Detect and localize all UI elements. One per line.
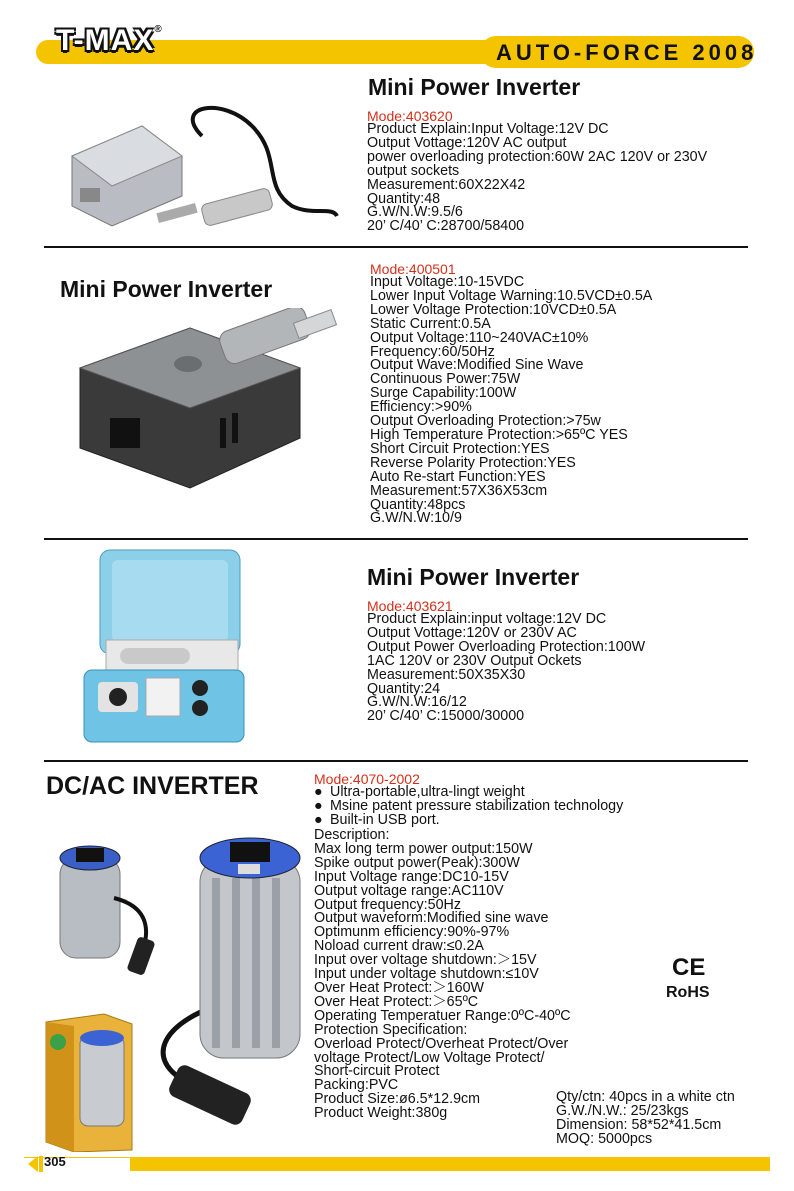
product-image-403621 <box>80 548 248 748</box>
product-title: Mini Power Inverter <box>368 74 581 100</box>
packing-line: G.W./N.W.: 25/23kgs <box>556 1102 689 1119</box>
product-mode: Mode:403621 <box>367 598 453 614</box>
spec-line: Noload current draw:≤0.2A <box>314 938 484 955</box>
spec-line: Efficiency:>90% <box>370 399 472 416</box>
spec-line: Input under voltage shutdown:≤10V <box>314 966 539 983</box>
spec-line: Over Heat Protect:＞65ºC <box>314 993 479 1010</box>
bullet-item: ● Msine patent pressure stabilization technology <box>314 797 624 814</box>
spec-line: Max long term power output:150W <box>314 840 533 857</box>
product-title: Mini Power Inverter <box>367 564 580 590</box>
spec-line: Frequency:60/50Hz <box>370 343 495 360</box>
spec-line: Output Overloading Protection:>75w <box>370 413 601 430</box>
spec-line: Description: <box>314 827 390 843</box>
product-image-4070-2002-small <box>44 818 164 978</box>
spec-line: 20’ C/40’ C:28700/58400 <box>367 218 525 235</box>
retail-box-illustration <box>44 1012 134 1152</box>
inverter-403621-illustration <box>80 548 248 748</box>
cylinder-inverter-small-illustration <box>44 818 164 978</box>
spec-line: Lower Voltage Protection:10VCD±0.5A <box>370 301 617 318</box>
spec-line: Measurement:50X35X30 <box>367 666 526 683</box>
product-image-4070-2002-large <box>150 828 310 1128</box>
spec-line: Measurement:57X36X53cm <box>370 482 548 499</box>
spec-line: Product Explain:input voltage:12V DC <box>367 611 607 627</box>
spec-line: G.W/N.W:10/9 <box>370 510 462 527</box>
product-title: DC/AC INVERTER <box>46 772 259 800</box>
spec-line: Operating Temperatuer Range:0ºC-40ºC <box>314 1007 571 1024</box>
spec-line: Output voltage range:AC110V <box>314 882 504 899</box>
spec-line: Short Circuit Protection:YES <box>370 440 550 457</box>
cylinder-inverter-large-illustration <box>150 828 310 1128</box>
product-image-4070-2002-box <box>44 1012 134 1152</box>
bullet-item: ● Built-in USB port. <box>314 811 440 828</box>
bullet-item: ● Ultra-portable,ultra-lingt weight <box>314 784 525 800</box>
spec-line: Product Weight:380g <box>314 1105 448 1122</box>
product-mode: Mode:403620 <box>367 108 453 124</box>
section-divider <box>44 538 748 540</box>
packing-line: Dimension: 58*52*41.5cm <box>556 1116 722 1133</box>
spec-line: Auto Re-start Function:YES <box>370 468 546 485</box>
spec-line: Static Current:0.5A <box>370 315 491 332</box>
spec-line: Output waveform:Modified sine wave <box>314 910 549 927</box>
spec-line: Continuous Power:75W <box>370 371 521 388</box>
product-image-400501 <box>70 308 360 498</box>
spec-line: output sockets <box>367 162 460 179</box>
product-specs <box>314 829 571 1121</box>
spec-line: Protection Specification: <box>314 1021 468 1038</box>
spec-line: 1AC 120V or 230V Output Ockets <box>367 652 582 669</box>
spec-line: Output Vottage:120V AC output <box>367 134 567 151</box>
section-divider <box>44 760 748 762</box>
spec-line: Output Wave:Modified Sine Wave <box>370 357 584 374</box>
inverter-400501-illustration <box>70 308 360 498</box>
spec-line: Product Explain:Input Voltage:12V DC <box>367 121 609 137</box>
packing-line: Qty/ctn: 40pcs in a white ctn <box>556 1089 735 1105</box>
spec-line: Measurement:60X22X42 <box>367 176 526 193</box>
spec-line: Spike output power(Peak):300W <box>314 854 520 871</box>
spec-line: Optimunm efficiency:90%-97% <box>314 924 510 941</box>
spec-line: Input Voltage:10-15VDC <box>370 274 525 290</box>
spec-line: Over Heat Protect:＞160W <box>314 979 485 996</box>
spec-line: Quantity:48pcs <box>370 496 466 513</box>
product-image-403620 <box>52 96 352 236</box>
footer-chevron-icon <box>24 1154 44 1174</box>
spec-line: Short-circuit Protect <box>314 1063 440 1080</box>
spec-line: Output frequency:50Hz <box>314 896 462 913</box>
product-specs <box>367 613 645 724</box>
ce-mark: CE <box>672 954 706 981</box>
spec-line: Input over voltage shutdown:＞15V <box>314 952 537 969</box>
spec-line: power overloading protection:60W 2AC 120V or 230V <box>367 148 708 165</box>
spec-line: Output Power Overloading Protection:100W <box>367 638 646 655</box>
spec-line: voltage Protect/Low Voltage Protect/ <box>314 1049 545 1066</box>
spec-line: Overload Protect/Overheat Protect/Over <box>314 1035 569 1052</box>
spec-line: Product Size:ø6.5*12.9cm <box>314 1091 481 1108</box>
spec-line: G.W/N.W:16/12 <box>367 694 467 711</box>
edition-title: AUTO-FORCE 2008 <box>496 40 758 65</box>
spec-line: Output Vottage:120V or 230V AC <box>367 624 577 641</box>
product-bullets <box>314 786 623 828</box>
packing-line: MOQ: 5000pcs <box>556 1130 653 1147</box>
spec-line: Output Voltage:110~240VAC±10% <box>370 329 589 346</box>
product-title: Mini Power Inverter <box>60 276 273 302</box>
packing-info <box>556 1091 735 1147</box>
spec-line: G.W/N.W:9.5/6 <box>367 204 463 221</box>
spec-line: Surge Capability:100W <box>370 385 517 402</box>
brand-logo: T-MAX® <box>56 24 163 57</box>
spec-line: Packing:PVC <box>314 1077 399 1094</box>
spec-line: Quantity:48 <box>367 190 441 207</box>
product-specs <box>370 276 652 526</box>
spec-line: Reverse Polarity Protection:YES <box>370 454 576 471</box>
page-number: 305 <box>44 1154 66 1169</box>
spec-line: Lower Input Voltage Warning:10.5VCD±0.5A <box>370 287 653 304</box>
product-mode: Mode:4070-2002 <box>314 771 420 787</box>
spec-line: Quantity:24 <box>367 680 441 697</box>
footer-white-gap <box>130 1157 770 1171</box>
product-specs <box>367 123 707 234</box>
rohs-mark: RoHS <box>666 984 710 1001</box>
spec-line: 20’ C/40’ C:15000/30000 <box>367 708 525 725</box>
product-mode: Mode:400501 <box>370 261 456 277</box>
spec-line: Input Voltage range:DC10-15V <box>314 868 509 885</box>
spec-line: High Temperature Protection:>65ºC YES <box>370 426 628 443</box>
inverter-403620-illustration <box>52 96 352 236</box>
section-divider <box>44 246 748 248</box>
